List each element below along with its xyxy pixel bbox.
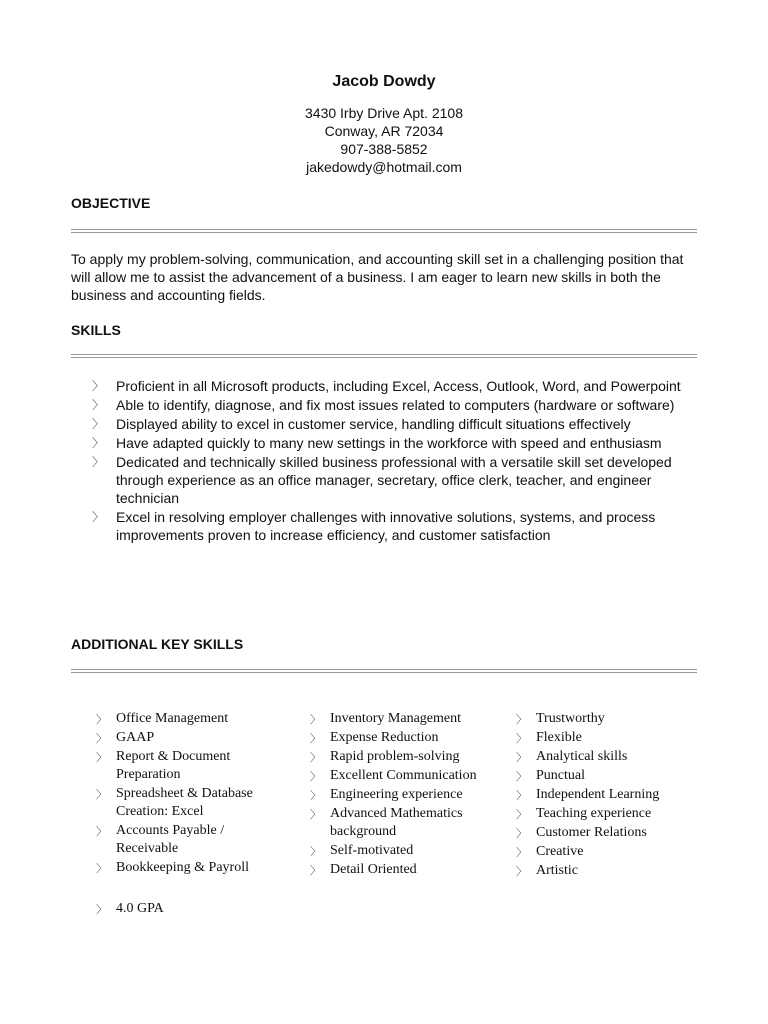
list-item — [310, 805, 510, 841]
list-item-text: Creative — [536, 844, 584, 859]
skills-list — [92, 377, 702, 545]
list-item-text: Report & Document Preparation — [116, 749, 231, 782]
chevron-right-icon: 〉 — [310, 809, 321, 821]
list-item — [516, 843, 706, 861]
list-item — [96, 785, 286, 821]
list-item — [96, 710, 286, 728]
additional-skills-column-3 — [516, 710, 706, 881]
list-item-text: Excellent Communication — [330, 768, 477, 783]
list-item-text: GAAP — [116, 730, 155, 745]
list-item — [310, 786, 510, 804]
list-item — [516, 710, 706, 728]
chevron-right-icon: 〉 — [310, 790, 321, 802]
contact-block — [0, 104, 768, 176]
list-item-text: Engineering experience — [330, 787, 463, 802]
list-item-text: 4.0 GPA — [116, 901, 164, 916]
chevron-right-icon: 〉 — [310, 846, 321, 858]
list-item — [96, 822, 286, 858]
chevron-right-icon: 〉 — [92, 510, 105, 524]
list-item-text: Rapid problem-solving — [330, 749, 460, 764]
list-item-text: Bookkeeping & Payroll — [116, 860, 249, 875]
objective-divider — [71, 229, 697, 233]
list-item — [310, 861, 510, 879]
chevron-right-icon: 〉 — [96, 733, 107, 745]
list-item-text: Accounts Payable / Receivable — [116, 823, 225, 856]
chevron-right-icon: 〉 — [516, 809, 527, 821]
list-item-text: Customer Relations — [536, 825, 647, 840]
objective-text: To apply my problem-solving, communication, and accounting skill set in a challenging position that will allow me to assist the advancement of a business. I am eager to learn new skills in both the business and accounting fields. — [71, 251, 684, 303]
list-item — [516, 862, 706, 880]
list-item — [96, 729, 286, 747]
list-item — [92, 377, 702, 395]
chevron-right-icon: 〉 — [516, 828, 527, 840]
chevron-right-icon: 〉 — [96, 863, 107, 875]
list-item-text: Able to identify, diagnose, and fix most issues related to computers (hardware or software) — [116, 397, 675, 413]
list-item — [516, 748, 706, 766]
list-item — [310, 729, 510, 747]
list-item-text: Have adapted quickly to many new settings in the workforce with speed and enthusiasm — [116, 435, 662, 451]
chevron-right-icon: 〉 — [310, 865, 321, 877]
list-item-text: Trustworthy — [536, 711, 605, 726]
list-item-text: Expense Reduction — [330, 730, 439, 745]
list-item — [516, 729, 706, 747]
chevron-right-icon: 〉 — [92, 417, 105, 431]
chevron-right-icon: 〉 — [92, 455, 105, 469]
list-item-text: Punctual — [536, 768, 585, 783]
list-item-text: Artistic — [536, 863, 578, 878]
list-item — [96, 748, 286, 784]
additional-skills-extra — [96, 900, 296, 918]
list-item — [92, 453, 702, 507]
chevron-right-icon: 〉 — [310, 733, 321, 745]
additional-skills-heading: ADDITIONAL KEY SKILLS — [71, 636, 244, 652]
list-item-text: Spreadsheet & Database Creation: Excel — [116, 786, 253, 819]
chevron-right-icon: 〉 — [516, 847, 527, 859]
list-item — [92, 508, 702, 544]
list-item — [92, 434, 702, 452]
objective-heading: OBJECTIVE — [71, 195, 151, 211]
list-item-text: Office Management — [116, 711, 229, 726]
list-item-text: Inventory Management — [330, 711, 462, 726]
list-item-text: Analytical skills — [536, 749, 628, 764]
chevron-right-icon: 〉 — [92, 398, 105, 412]
chevron-right-icon: 〉 — [516, 790, 527, 802]
chevron-right-icon: 〉 — [96, 789, 107, 801]
chevron-right-icon: 〉 — [92, 379, 105, 393]
chevron-right-icon: 〉 — [96, 714, 107, 726]
list-item — [92, 396, 702, 414]
skills-divider — [71, 354, 697, 358]
list-item-text: Flexible — [536, 730, 582, 745]
list-item — [516, 805, 706, 823]
chevron-right-icon: 〉 — [96, 904, 107, 916]
list-item-text: Displayed ability to excel in customer service, handling difficult situations effectively — [116, 416, 631, 432]
chevron-right-icon: 〉 — [516, 866, 527, 878]
chevron-right-icon: 〉 — [310, 771, 321, 783]
address-line-2: Conway, AR 72034 — [324, 123, 444, 139]
chevron-right-icon: 〉 — [516, 752, 527, 764]
list-item-text: Advanced Mathematics background — [330, 806, 463, 839]
chevron-right-icon: 〉 — [516, 771, 527, 783]
candidate-name: Jacob Dowdy — [332, 73, 436, 90]
address-line-1: 3430 Irby Drive Apt. 2108 — [305, 105, 463, 121]
list-item — [516, 786, 706, 804]
list-item — [96, 859, 286, 877]
list-item — [310, 748, 510, 766]
list-item-text: Teaching experience — [536, 806, 652, 821]
email-address: jakedowdy@hotmail.com — [306, 159, 462, 175]
list-item — [310, 710, 510, 728]
list-item-text: Proficient in all Microsoft products, including Excel, Access, Outlook, Word, and Powerpoint — [116, 378, 681, 394]
list-item — [310, 767, 510, 785]
chevron-right-icon: 〉 — [516, 733, 527, 745]
list-item-text: Dedicated and technically skilled business professional with a versatile skill set developed through experience as an office manager, secretary, office clerk, teacher, and engineer technician — [116, 454, 672, 506]
chevron-right-icon: 〉 — [516, 714, 527, 726]
list-item — [96, 900, 296, 918]
additional-skills-column-1 — [96, 710, 286, 878]
list-item — [92, 415, 702, 433]
list-item — [516, 824, 706, 842]
list-item — [516, 767, 706, 785]
list-item-text: Self-motivated — [330, 843, 414, 858]
chevron-right-icon: 〉 — [310, 714, 321, 726]
chevron-right-icon: 〉 — [310, 752, 321, 764]
list-item — [310, 842, 510, 860]
phone-number: 907-388-5852 — [340, 141, 428, 157]
additional-skills-column-2 — [310, 710, 510, 880]
additional-skills-divider — [71, 669, 697, 673]
chevron-right-icon: 〉 — [96, 752, 107, 764]
list-item-text: Excel in resolving employer challenges with innovative solutions, systems, and process improvements proven to increase efficiency, and customer satisfaction — [116, 509, 656, 543]
list-item-text: Detail Oriented — [330, 862, 417, 877]
skills-heading: SKILLS — [71, 322, 121, 338]
list-item-text: Independent Learning — [536, 787, 660, 802]
chevron-right-icon: 〉 — [96, 826, 107, 838]
chevron-right-icon: 〉 — [92, 436, 105, 450]
